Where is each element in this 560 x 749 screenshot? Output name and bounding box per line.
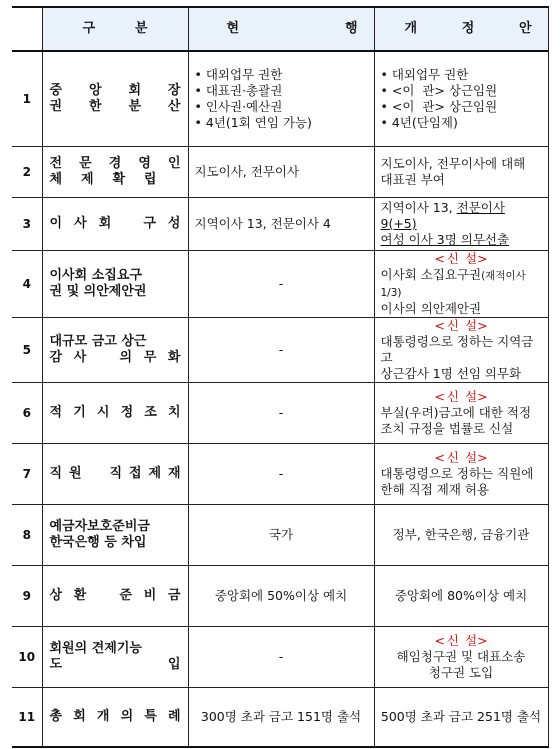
category-char: 례 bbox=[167, 709, 181, 724]
current-bullet: • 4년(1회 연임 가능) bbox=[195, 115, 368, 131]
header-category bbox=[42, 7, 188, 51]
category-char: 치 bbox=[167, 405, 181, 420]
new-provision-label: < 신 설 > bbox=[434, 318, 488, 333]
category-char: 준 bbox=[119, 588, 133, 603]
category-char: 정 bbox=[120, 405, 134, 420]
revised-line: 대표권 부여 bbox=[380, 172, 445, 187]
revised-text-underlined: 여성 이사 3명 의무선출 bbox=[380, 232, 510, 247]
table-row bbox=[12, 383, 548, 444]
category-char: 회 bbox=[98, 216, 112, 231]
category-char: 구 bbox=[143, 216, 156, 231]
new-provision-label: < 신 설 > bbox=[434, 450, 488, 465]
row-category bbox=[42, 51, 188, 147]
category-char: 원 bbox=[69, 466, 82, 481]
row-number: 9 bbox=[12, 566, 42, 627]
category-char: 한 bbox=[88, 99, 102, 114]
row-number: 1 bbox=[12, 51, 42, 147]
row-number: 2 bbox=[12, 147, 42, 198]
row-number: 6 bbox=[12, 383, 42, 444]
category-char: 인 bbox=[167, 156, 181, 171]
row-current: 지도이사, 전무이사 bbox=[188, 147, 374, 198]
category-char: 화 bbox=[167, 350, 181, 365]
category-char: 의 bbox=[120, 709, 134, 724]
comparison-table bbox=[12, 6, 549, 748]
revised-text: 부실(우려)금고에 대한 적정 bbox=[380, 405, 532, 420]
row-revised bbox=[374, 627, 548, 688]
row-revised bbox=[374, 147, 548, 198]
current-bullet: • 대외업무 권한 bbox=[195, 67, 368, 83]
row-current: - bbox=[188, 444, 374, 505]
category-text: 이사회 소집요구 bbox=[49, 268, 142, 283]
category-char: 시 bbox=[96, 405, 110, 420]
category-char: 경 bbox=[108, 156, 122, 171]
table-row bbox=[12, 688, 548, 748]
row-current: 300명 초과 금고 151명 출석 bbox=[188, 688, 374, 748]
row-category bbox=[42, 383, 188, 444]
category-char: 제 bbox=[148, 466, 161, 481]
row-number: 5 bbox=[12, 318, 42, 383]
category-char: 무 bbox=[143, 350, 157, 365]
header-current-char: 행 bbox=[344, 21, 358, 36]
revised-bullet: • 대외업무 권한 bbox=[381, 67, 542, 83]
category-char: 사 bbox=[73, 350, 87, 365]
header-revised-char: 개 bbox=[404, 21, 418, 36]
header-no bbox=[12, 7, 42, 51]
category-char: 금 bbox=[167, 588, 181, 603]
revised-text-small: (재적이사1/3) bbox=[380, 270, 526, 299]
row-revised bbox=[374, 383, 548, 444]
row-number: 11 bbox=[12, 688, 42, 748]
category-char: 총 bbox=[49, 709, 63, 724]
category-char: 권 bbox=[49, 99, 63, 114]
revised-text: 이사회 소집요구권 bbox=[380, 267, 482, 282]
table-row bbox=[12, 198, 548, 251]
category-char: 도 bbox=[49, 657, 63, 672]
category-char: 직 bbox=[49, 466, 63, 481]
revised-bullet: • <이 관> 상근임원 bbox=[381, 83, 542, 99]
category-char: 문 bbox=[79, 156, 92, 171]
revised-text: 청구권 도입 bbox=[428, 665, 494, 680]
new-provision-label: < 신 설 > bbox=[434, 251, 488, 266]
revised-text: 대통령령으로 정하는 직원에 bbox=[380, 466, 534, 481]
category-char: 전 bbox=[49, 156, 63, 171]
table-row bbox=[12, 444, 548, 505]
revised-text: 해임청구권 및 대표소송 bbox=[396, 649, 526, 664]
category-char: 직 bbox=[109, 466, 122, 481]
revised-text: 한해 직접 제재 허용 bbox=[380, 482, 490, 497]
row-current: - bbox=[188, 383, 374, 444]
new-provision-label: < 신 설 > bbox=[434, 633, 488, 648]
revised-text: 상근감사 1명 선임 의무화 bbox=[380, 366, 522, 381]
row-revised bbox=[374, 251, 548, 318]
revised-line: 지도이사, 전무이사에 대해 bbox=[380, 156, 526, 171]
revised-text: 조치 규정을 법률로 신설 bbox=[380, 421, 514, 436]
category-char: 기 bbox=[73, 405, 86, 420]
header-revised-char: 안 bbox=[518, 21, 532, 36]
revised-bullet: • 4년(단임제) bbox=[381, 115, 542, 131]
row-revised bbox=[374, 318, 548, 383]
row-category bbox=[42, 444, 188, 505]
row-category bbox=[42, 198, 188, 251]
row-number: 10 bbox=[12, 627, 42, 688]
row-category bbox=[42, 566, 188, 627]
category-text: 회원의 견제기능 bbox=[49, 641, 142, 656]
row-revised bbox=[374, 51, 548, 147]
row-number: 8 bbox=[12, 505, 42, 566]
table-row bbox=[12, 566, 548, 627]
category-char: 상 bbox=[49, 588, 63, 603]
category-char: 재 bbox=[167, 466, 181, 481]
category-char: 특 bbox=[144, 709, 157, 724]
row-current bbox=[188, 51, 374, 147]
row-category bbox=[42, 318, 188, 383]
row-revised: 중앙회에 80%이상 예치 bbox=[374, 566, 548, 627]
category-char: 사 bbox=[74, 216, 87, 231]
row-revised bbox=[374, 444, 548, 505]
category-char: 환 bbox=[73, 588, 87, 603]
category-char: 이 bbox=[49, 216, 63, 231]
category-char: 입 bbox=[167, 657, 181, 672]
category-char: 중 bbox=[49, 83, 63, 98]
category-char: 회 bbox=[128, 83, 141, 98]
row-current: 지역이사 13, 전문이사 4 bbox=[188, 198, 374, 251]
header-row bbox=[12, 7, 548, 51]
row-number: 3 bbox=[12, 198, 42, 251]
revised-text: 이사의 의안제안권 bbox=[380, 301, 482, 316]
revised-bullet: • <이 관> 상근임원 bbox=[381, 99, 542, 115]
category-char: 성 bbox=[167, 216, 181, 231]
category-char: 립 bbox=[143, 172, 157, 187]
row-revised: 정부, 한국은행, 금융기관 bbox=[374, 505, 548, 566]
table-row bbox=[12, 147, 548, 198]
category-text: 한국은행 등 차입 bbox=[49, 535, 147, 550]
row-number: 4 bbox=[12, 251, 42, 318]
category-char: 감 bbox=[49, 350, 63, 365]
row-current: - bbox=[188, 251, 374, 318]
row-category bbox=[42, 627, 188, 688]
header-current-char: 현 bbox=[226, 21, 240, 36]
header-category-char: 구 bbox=[82, 21, 96, 36]
row-current: 중앙회에 50%이상 예치 bbox=[188, 566, 374, 627]
row-revised bbox=[374, 198, 548, 251]
category-char: 적 bbox=[49, 405, 63, 420]
category-char: 제 bbox=[80, 172, 94, 187]
header-revised-char: 정 bbox=[461, 21, 475, 36]
row-category bbox=[42, 688, 188, 748]
row-category bbox=[42, 505, 188, 566]
category-char: 산 bbox=[167, 99, 181, 114]
category-char: 체 bbox=[49, 172, 63, 187]
current-bullet: • 인사권·예산권 bbox=[195, 99, 368, 115]
revised-text-underlined: 전문이사 9(+5) bbox=[380, 200, 505, 231]
category-char: 회 bbox=[73, 709, 86, 724]
category-char: 의 bbox=[119, 350, 133, 365]
category-char: 비 bbox=[143, 588, 157, 603]
category-text: 권 및 의안제안권 bbox=[49, 284, 147, 299]
header-revised bbox=[374, 7, 548, 51]
row-revised: 500명 초과 금고 251명 출석 bbox=[374, 688, 548, 748]
category-char: 접 bbox=[128, 466, 142, 481]
category-char: 개 bbox=[96, 709, 110, 724]
category-text: 예금자보호준비금 bbox=[49, 519, 150, 534]
header-current bbox=[188, 7, 374, 51]
revised-text: 대통령령으로 정하는 지역금고 bbox=[380, 334, 534, 365]
comparison-table-container bbox=[12, 6, 548, 748]
category-char: 확 bbox=[112, 172, 125, 187]
table-row bbox=[12, 318, 548, 383]
category-text: 대규모 금고 상근 bbox=[49, 334, 147, 349]
row-current: - bbox=[188, 318, 374, 383]
row-number: 7 bbox=[12, 444, 42, 505]
table-row bbox=[12, 505, 548, 566]
table-row bbox=[12, 51, 548, 147]
new-provision-label: < 신 설 > bbox=[434, 389, 488, 404]
table-row bbox=[12, 251, 548, 318]
category-char: 조 bbox=[144, 405, 157, 420]
table-row bbox=[12, 627, 548, 688]
current-bullet: • 대표권·총괄권 bbox=[195, 83, 368, 99]
category-char: 영 bbox=[138, 156, 151, 171]
revised-text: 지역이사 13, bbox=[380, 200, 457, 215]
row-category bbox=[42, 251, 188, 318]
category-char: 분 bbox=[128, 99, 141, 114]
row-current: - bbox=[188, 627, 374, 688]
header-category-char: 분 bbox=[134, 21, 148, 36]
category-char: 장 bbox=[167, 83, 181, 98]
category-char: 앙 bbox=[88, 83, 102, 98]
row-current: 국가 bbox=[188, 505, 374, 566]
row-category bbox=[42, 147, 188, 198]
